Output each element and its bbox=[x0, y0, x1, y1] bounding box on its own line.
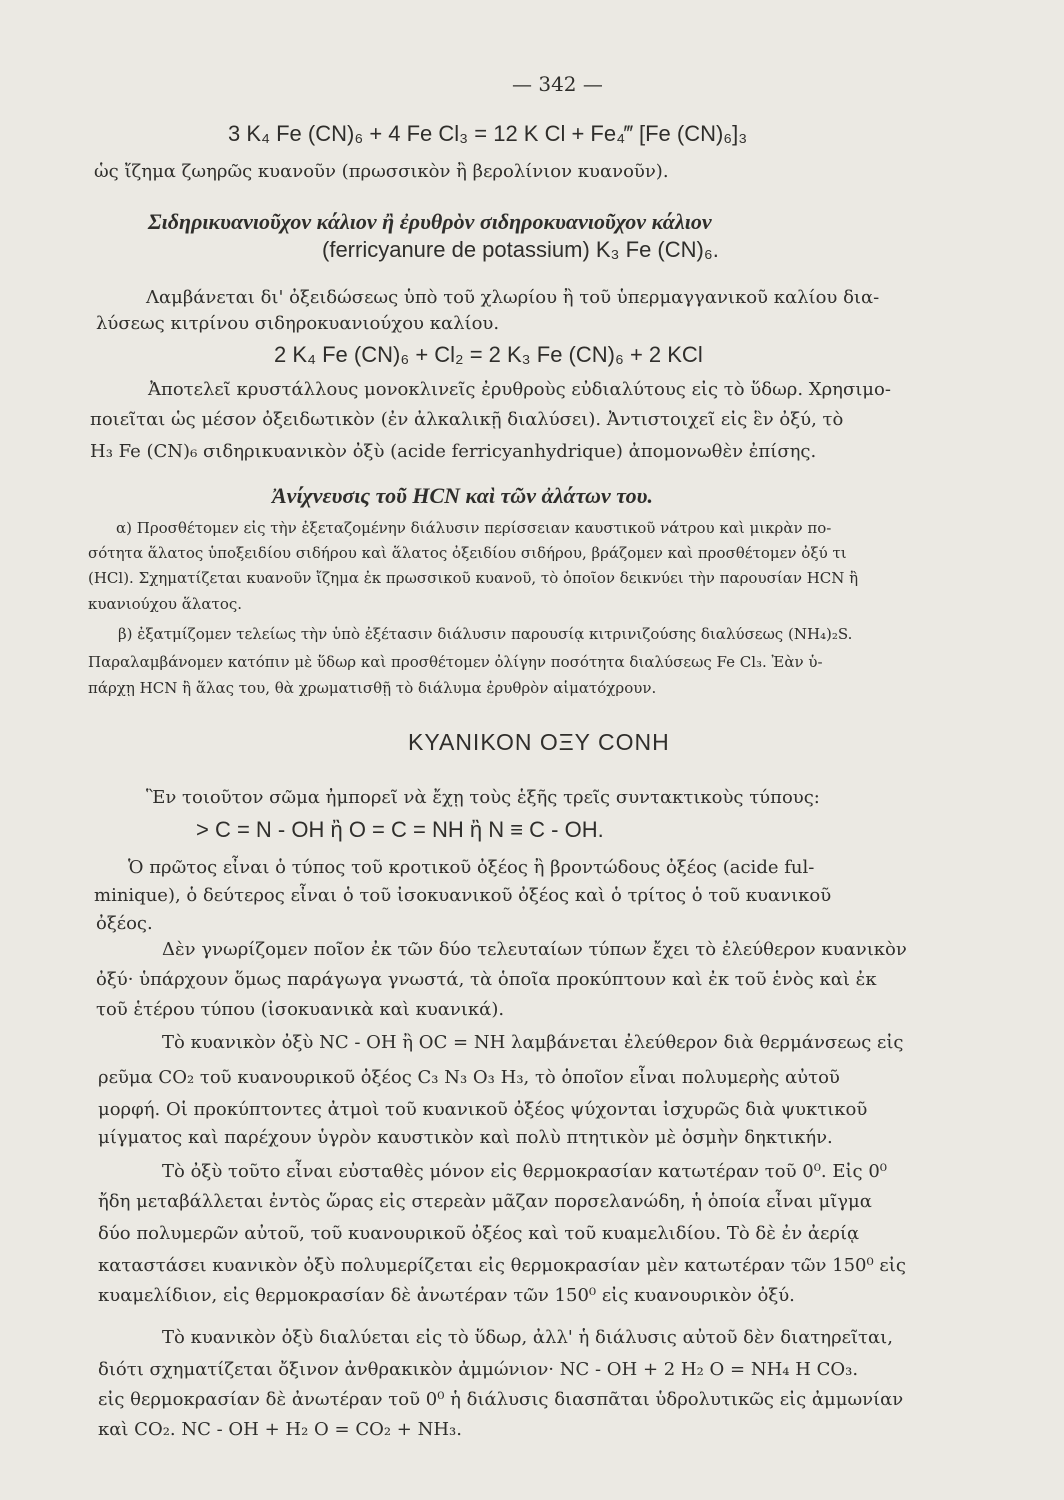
text-line: Τὸ ὀξὺ τοῦτο εἶναι εὐσταθὲς μόνον εἰς θερμοκρασίαν κατωτέραν τοῦ 0⁰. Εἰς 0⁰ bbox=[162, 1161, 888, 1182]
text-line: ὀξέος. bbox=[96, 913, 153, 934]
text-line: διότι σχηματίζεται ὄξινον ἀνθρακικὸν ἀμμώνιον· NC - OH + 2 H₂ O = NH₄ H CO₃. bbox=[98, 1359, 859, 1380]
text-line: > C = N - OH ἢ O = C = NH ἢ N ≡ C - OH. bbox=[196, 817, 604, 842]
text-line: Τὸ κυανικὸν ὀξὺ NC - OH ἢ OC = NH λαμβάνεται ἐλεύθερον διὰ θερμάνσεως εἰς bbox=[162, 1032, 904, 1053]
text-line: ἤδη μεταβάλλεται ἐντὸς ὥρας εἰς στερεὰν μᾶζαν πορσελανώδη, ἡ ὁποία εἶναι μῖγμα bbox=[98, 1191, 872, 1212]
text-line: καὶ CO₂. NC - OH + H₂ O = CO₂ + NH₃. bbox=[98, 1419, 462, 1440]
section-heading: Ἀνίχνευσις τοῦ HCN καὶ τῶν ἀλάτων του. bbox=[272, 483, 653, 508]
text-line: (HCl). Σχηματίζεται κυανοῦν ἴζημα ἐκ πρωσσικοῦ κυανοῦ, τὸ ὁποῖον δεικνύει τὴν παρουσίαν HCN ἢ bbox=[88, 569, 859, 587]
text-line: σότητα ἅλατος ὑποξειδίου σιδήρου καὶ ἅλατος ὀξειδίου σιδήρου, βράζομεν καὶ προσθέτομεν ὀξύ τι bbox=[88, 544, 847, 562]
text-line: Λαμβάνεται δι' ὀξειδώσεως ὑπὸ τοῦ χλωρίου ἢ τοῦ ὑπερμαγγανικοῦ καλίου δια- bbox=[146, 287, 880, 308]
text-line: α) Προσθέτομεν εἰς τὴν ἐξεταζομένην διάλυσιν περίσσειαν καυστικοῦ νάτρου καὶ μικρὰν πο- bbox=[116, 519, 832, 537]
text-line: ὡς ἴζημα ζωηρῶς κυανοῦν (πρωσσικὸν ἢ βερολίνιον κυανοῦν). bbox=[94, 161, 669, 182]
text-line: Τὸ κυανικὸν ὀξὺ διαλύεται εἰς τὸ ὕδωρ, ἀλλ' ἡ διάλυσις αὐτοῦ δὲν διατηρεῖται, bbox=[162, 1327, 893, 1348]
text-line: δύο πολυμερῶν αὐτοῦ, τοῦ κυανουρικοῦ ὀξέος καὶ τοῦ κυαμελιδίου. Τὸ δὲ ἐν ἀερίᾳ bbox=[98, 1223, 860, 1244]
text-line: minique), ὁ δεύτερος εἶναι ὁ τοῦ ἰσοκυανικοῦ ὀξέος καὶ ὁ τρίτος ὁ τοῦ κυανικοῦ bbox=[94, 885, 832, 906]
text-line: ρεῦμα CO₂ τοῦ κυανουρικοῦ ὀξέος C₃ N₃ O₃ H₃, τὸ ὁποῖον εἶναι πολυμερὴς αὐτοῦ bbox=[98, 1067, 840, 1088]
text-line: Ἀποτελεῖ κρυστάλλους μονοκλινεῖς ἐρυθροὺς εὐδιαλύτους εἰς τὸ ὕδωρ. Χρησιμο- bbox=[148, 379, 891, 400]
text-line: Παραλαμβάνομεν κατόπιν μὲ ὕδωρ καὶ προσθέτομεν ὀλίγην ποσότητα διαλύσεως Fe Cl₃. Ἐὰν ὑ- bbox=[88, 653, 823, 671]
text-line: Ἓν τοιοῦτον σῶμα ἠμπορεῖ νὰ ἔχῃ τοὺς ἑξῆς τρεῖς συντακτικοὺς τύπους: bbox=[146, 787, 820, 808]
text-line: ποιεῖται ὡς μέσον ὀξειδωτικὸν (ἐν ἀλκαλικῇ διαλύσει). Ἀντιστοιχεῖ εἰς ἓν ὀξύ, τὸ bbox=[90, 409, 844, 430]
text-line: ὀξύ· ὑπάρχουν ὅμως παράγωγα γνωστά, τὰ ὁποῖα προκύπτουν καὶ ἐκ τοῦ ἑνὸς καὶ ἐκ bbox=[96, 969, 877, 990]
page-number: — 342 — bbox=[512, 72, 603, 96]
text-line: 3 K₄ Fe (CN)₆ + 4 Fe Cl₃ = 12 K Cl + Fe₄‴ [Fe (CN)₆]₃ bbox=[228, 121, 748, 146]
text-line: εἰς θερμοκρασίαν δὲ ἀνωτέραν τοῦ 0⁰ ἡ διάλυσις διασπᾶται ὑδρολυτικῶς εἰς ἀμμωνίαν bbox=[98, 1389, 904, 1410]
text-line: πάρχῃ HCN ἢ ἅλας του, θὰ χρωματισθῇ τὸ διάλυμα ἐρυθρὸν αἱματόχρουν. bbox=[88, 679, 657, 697]
text-line: λύσεως κιτρίνου σιδηροκυανιούχου καλίου. bbox=[96, 313, 500, 334]
text-line: κυανιούχου ἅλατος. bbox=[88, 595, 243, 613]
text-line: 2 K₄ Fe (CN)₆ + Cl₂ = 2 K₃ Fe (CN)₆ + 2 KCl bbox=[274, 342, 703, 367]
text-line: κυαμελίδιον, εἰς θερμοκρασίαν δὲ ἀνωτέραν τῶν 150⁰ εἰς κυανουρικὸν ὀξύ. bbox=[98, 1285, 795, 1306]
chapter-heading: ΚΥΑΝΙΚΟΝ ΟΞΥ CONH bbox=[408, 729, 670, 755]
text-line: τοῦ ἑτέρου τύπου (ἰσοκυανικὰ καὶ κυανικά). bbox=[96, 999, 505, 1020]
text-line: H₃ Fe (CN)₆ σιδηρικυανικὸν ὀξὺ (acide ferricyanhydrique) ἀπομονωθὲν ἐπίσης. bbox=[90, 441, 817, 462]
section-heading: Σιδηρικυανιοῦχον κάλιον ἢ ἐρυθρὸν σιδηροκυανιοῦχον κάλιον bbox=[148, 209, 712, 234]
text-line: μορφή. Οἱ προκύπτοντες ἀτμοὶ τοῦ κυανικοῦ ὀξέος ψύχονται ἰσχυρῶς διὰ ψυκτικοῦ bbox=[98, 1099, 868, 1120]
text-line: β) ἐξατμίζομεν τελείως τὴν ὑπὸ ἐξέτασιν διάλυσιν παρουσίᾳ κιτρινιζούσης διαλύσεως (NH₄)₂S. bbox=[118, 625, 853, 643]
text-line: Δὲν γνωρίζομεν ποῖον ἐκ τῶν δύο τελευταίων τύπων ἔχει τὸ ἐλεύθερον κυανικὸν bbox=[162, 939, 907, 960]
text-line: Ὁ πρῶτος εἶναι ὁ τύπος τοῦ κροτικοῦ ὀξέος ἢ βροντώδους ὀξέος (acide ful- bbox=[128, 857, 815, 878]
text-line: μίγματος καὶ παρέχουν ὑγρὸν καυστικὸν καὶ πολὺ πτητικὸν μὲ ὀσμὴν δηκτικήν. bbox=[98, 1127, 833, 1148]
text-line: καταστάσει κυανικὸν ὀξὺ πολυμερίζεται εἰς θερμοκρασίαν μὲν κατωτέραν τῶν 150⁰ εἰς bbox=[98, 1255, 906, 1276]
text-line: (ferricyanure de potassium) K₃ Fe (CN)₆. bbox=[322, 237, 719, 262]
